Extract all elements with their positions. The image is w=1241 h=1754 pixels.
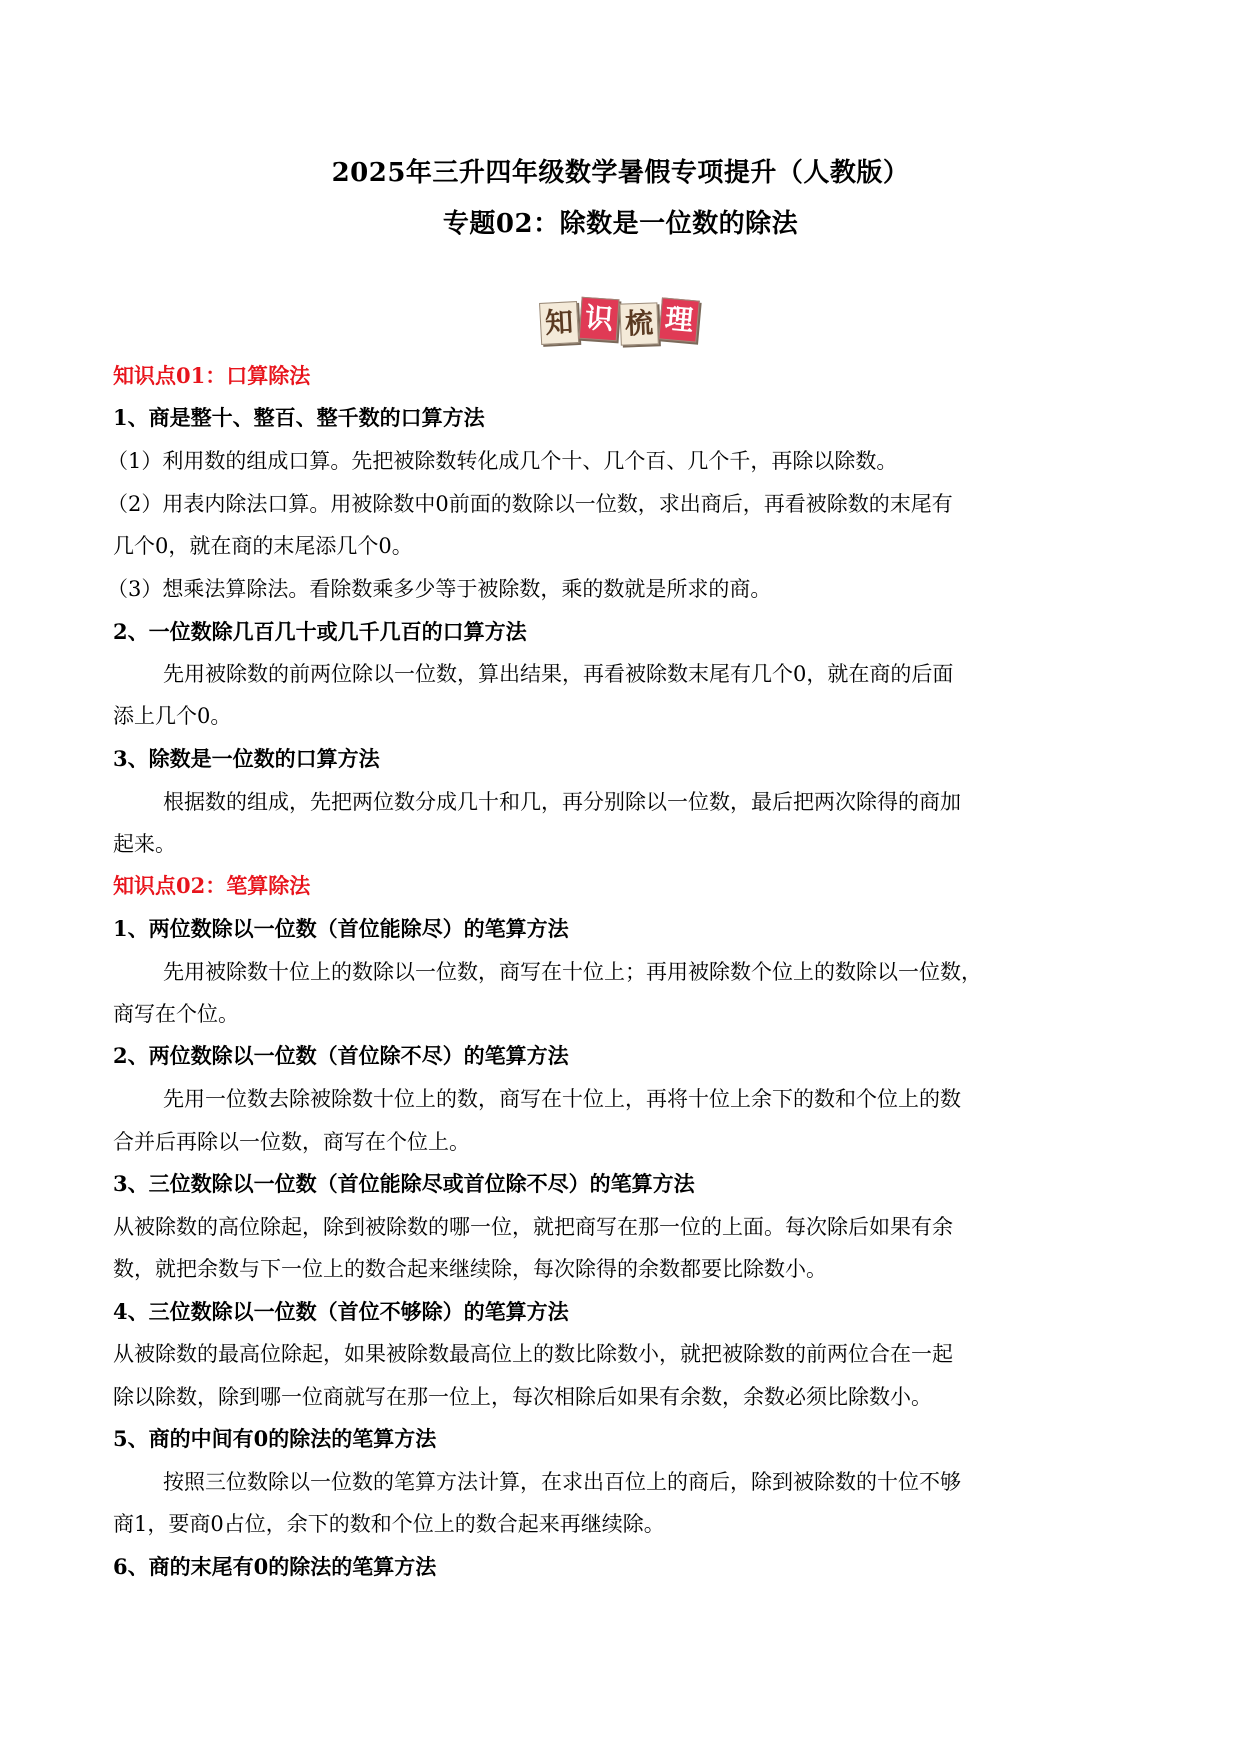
knowledge-point-title: 知识点02：笔算除法 [113, 873, 311, 898]
badge-char: 梳 [619, 302, 658, 345]
document-subtitle: 专题02：除数是一位数的除法 [442, 209, 799, 239]
section-heading: 3、三位数除以一位数（首位能除尽或首位除不尽）的笔算方法 [113, 1171, 695, 1196]
paragraph-continuation: 添上几个0。 [113, 704, 232, 728]
paragraph-continuation: 几个0，就在商的末尾添几个0。 [113, 534, 413, 558]
section-heading: 1、两位数除以一位数（首位能除尽）的笔算方法 [113, 916, 569, 941]
document-title: 2025年三升四年级数学暑假专项提升（人教版） [331, 158, 910, 188]
paragraph: （2）用表内除法口算。用被除数中0前面的数除以一位数，求出商后，再看被除数的末尾有 [107, 492, 953, 516]
section-heading: 5、商的中间有0的除法的笔算方法 [113, 1426, 437, 1451]
section-heading: 2、两位数除以一位数（首位除不尽）的笔算方法 [113, 1043, 569, 1068]
badge-char: 知 [539, 301, 579, 345]
knowledge-summary-badge [540, 295, 700, 347]
paragraph: （1）利用数的组成口算。先把被除数转化成几个十、几个百、几个千，再除以除数。 [107, 449, 898, 473]
section-heading: 1、商是整十、整百、整千数的口算方法 [113, 405, 485, 430]
paragraph: （3）想乘法算除法。看除数乘多少等于被除数，乘的数就是所求的商。 [107, 577, 772, 601]
paragraph: 先用被除数的前两位除以一位数，算出结果，再看被除数末尾有几个0，就在商的后面 [163, 662, 954, 686]
knowledge-point-title: 知识点01：口算除法 [113, 363, 311, 388]
section-heading: 4、三位数除以一位数（首位不够除）的笔算方法 [113, 1299, 569, 1324]
paragraph: 根据数的组成，先把两位数分成几十和几，再分别除以一位数，最后把两次除得的商加 [163, 790, 961, 814]
paragraph-continuation: 合并后再除以一位数，商写在个位上。 [113, 1130, 470, 1154]
paragraph-continuation: 除以除数，除到哪一位商就写在那一位上，每次相除后如果有余数，余数必须比除数小。 [113, 1385, 932, 1409]
section-heading: 2、一位数除几百几十或几千几百的口算方法 [113, 619, 527, 644]
section-heading: 3、除数是一位数的口算方法 [113, 746, 380, 771]
paragraph: 从被除数的最高位除起，如果被除数最高位上的数比除数小，就把被除数的前两位合在一起 [113, 1342, 953, 1366]
paragraph-continuation: 商写在个位。 [113, 1002, 239, 1026]
badge-char: 理 [658, 297, 700, 342]
section-heading: 6、商的末尾有0的除法的笔算方法 [113, 1554, 437, 1579]
badge-char: 识 [579, 297, 620, 342]
paragraph: 先用一位数去除被除数十位上的数，商写在十位上，再将十位上余下的数和个位上的数 [163, 1087, 961, 1111]
paragraph: 按照三位数除以一位数的笔算方法计算，在求出百位上的商后，除到被除数的十位不够 [163, 1470, 961, 1494]
paragraph: 从被除数的高位除起，除到被除数的哪一位，就把商写在那一位的上面。每次除后如果有余 [113, 1215, 953, 1239]
paragraph-continuation: 商1，要商0占位，余下的数和个位上的数合起来再继续除。 [113, 1512, 665, 1536]
paragraph: 先用被除数十位上的数除以一位数，商写在十位上；再用被除数个位上的数除以一位数， [163, 960, 982, 984]
paragraph-continuation: 起来。 [113, 832, 176, 856]
paragraph-continuation: 数，就把余数与下一位上的数合起来继续除，每次除得的余数都要比除数小。 [113, 1257, 827, 1281]
